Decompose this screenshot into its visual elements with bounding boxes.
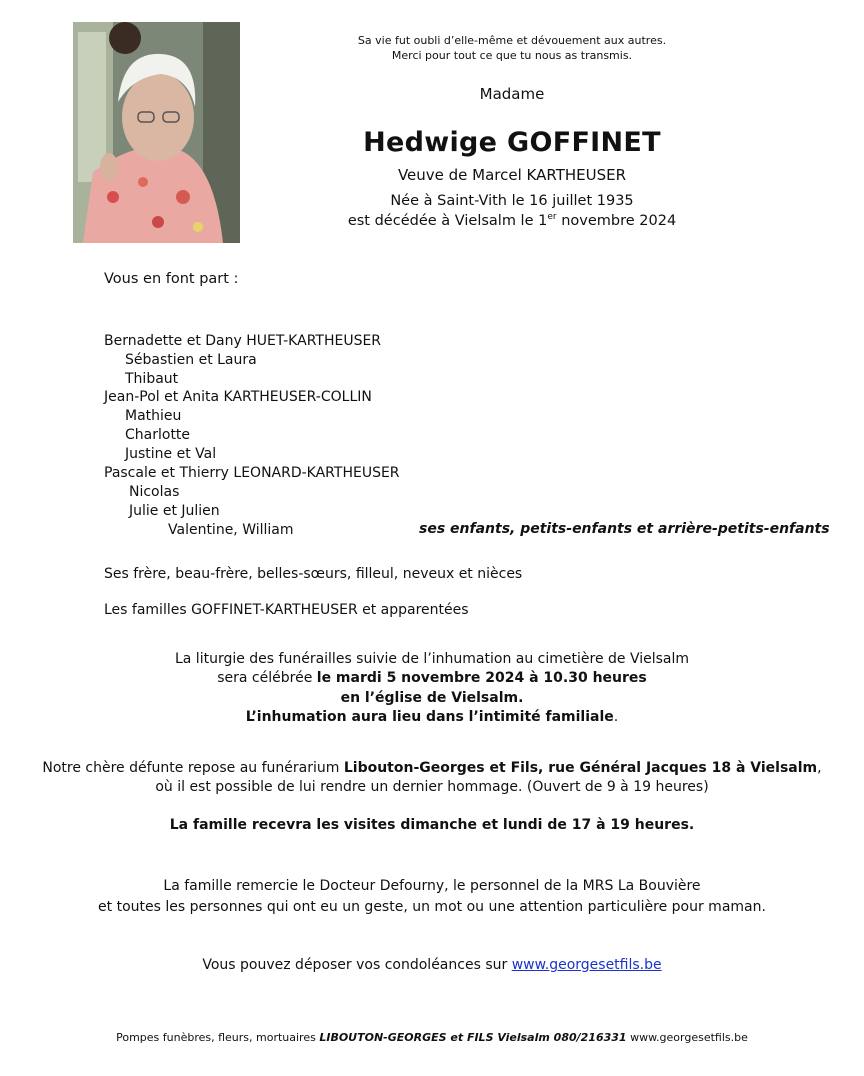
ceremony-line-2-prefix: sera célébrée [217, 670, 317, 686]
footer [0, 1031, 864, 1044]
footer-prefix: Pompes funèbres, fleurs, mortuaires [116, 1031, 320, 1044]
family-member: Charlotte [125, 427, 191, 443]
condolences-prefix: Vous pouvez déposer vos condoléances sur [202, 957, 512, 973]
honorific: Madame [479, 85, 545, 103]
thanks-line-1: La famille remercie le Docteur Defourny, le personnel de la MRS La Bouvière [163, 878, 701, 894]
family-member: Nicolas [129, 484, 180, 500]
repose-prefix: Notre chère défunte repose au funérarium [42, 760, 344, 776]
birth-info: Née à Saint-Vith le 16 juillet 1935 [390, 193, 634, 209]
widow-of: Veuve de Marcel KARTHEUSER [397, 166, 627, 184]
funeral-home: Libouton-Georges et Fils, rue Général Jacques 18 à Vielsalm [343, 760, 818, 776]
death-info-sup: er [547, 212, 557, 222]
ceremony-line-1: La liturgie des funérailles suivie de l’inhumation au cimetière de Vielsalm [174, 651, 690, 667]
relatives-line: Ses frère, beau-frère, belles-sœurs, filleul, neveux et nièces [104, 566, 523, 582]
families-line: Les familles GOFFINET-KARTHEUSER et apparentées [104, 602, 469, 618]
family-member: Valentine, William [168, 522, 294, 538]
family-member: Jean-Pol et Anita KARTHEUSER-COLLIN [104, 389, 372, 405]
family-role: ses enfants, petits-enfants et arrière-petits-enfants [419, 521, 830, 537]
visits-info: La famille recevra les visites dimanche et lundi de 17 à 19 heures. [169, 817, 695, 833]
burial-note-end: . [613, 709, 619, 725]
family-member: Mathieu [125, 408, 182, 424]
family-member: Justine et Val [125, 446, 217, 462]
footer-website: www.georgesetfils.be [626, 1031, 748, 1044]
ceremony-line-4 [0, 709, 864, 725]
family-member: Julie et Julien [129, 503, 220, 519]
family-member: Sébastien et Laura [125, 352, 257, 368]
ceremony-location: en l’église de Vielsalm. [340, 690, 524, 706]
death-info-suffix: novembre 2024 [556, 213, 677, 229]
condolences-line [0, 957, 864, 973]
quote-line-1: Sa vie fut oubli d’elle-même et dévouement aux autres. [357, 34, 667, 47]
announce-label: Vous en font part : [104, 271, 239, 287]
repose-end: , [817, 760, 822, 776]
repose-line-2: où il est possible de lui rendre un dernier hommage. (Ouvert de 9 à 19 heures) [155, 779, 709, 795]
portrait-photo [73, 22, 240, 243]
deceased-name: Hedwige GOFFINET [363, 127, 661, 158]
repose-line-1 [0, 760, 864, 776]
ceremony-line-2 [0, 670, 864, 686]
family-member: Pascale et Thierry LEONARD-KARTHEUSER [104, 465, 400, 481]
family-member: Bernadette et Dany HUET-KARTHEUSER [104, 333, 382, 349]
condolences-link[interactable]: www.georgesetfils.be [511, 957, 662, 973]
quote-line-2: Merci pour tout ce que tu nous as transmis. [391, 49, 633, 62]
ceremony-date: le mardi 5 novembre 2024 à 10.30 heures [316, 670, 647, 686]
death-info [300, 212, 724, 229]
death-info-prefix: est décédée à Vielsalm le 1 [347, 213, 548, 229]
burial-note: L’inhumation aura lieu dans l’intimité familiale [245, 709, 614, 725]
thanks-line-2: et toutes les personnes qui ont eu un geste, un mot ou une attention particulière pour maman. [98, 899, 766, 915]
footer-company: LIBOUTON-GEORGES et FILS Vielsalm 080/216331 [319, 1031, 627, 1044]
family-member: Thibaut [125, 371, 179, 387]
